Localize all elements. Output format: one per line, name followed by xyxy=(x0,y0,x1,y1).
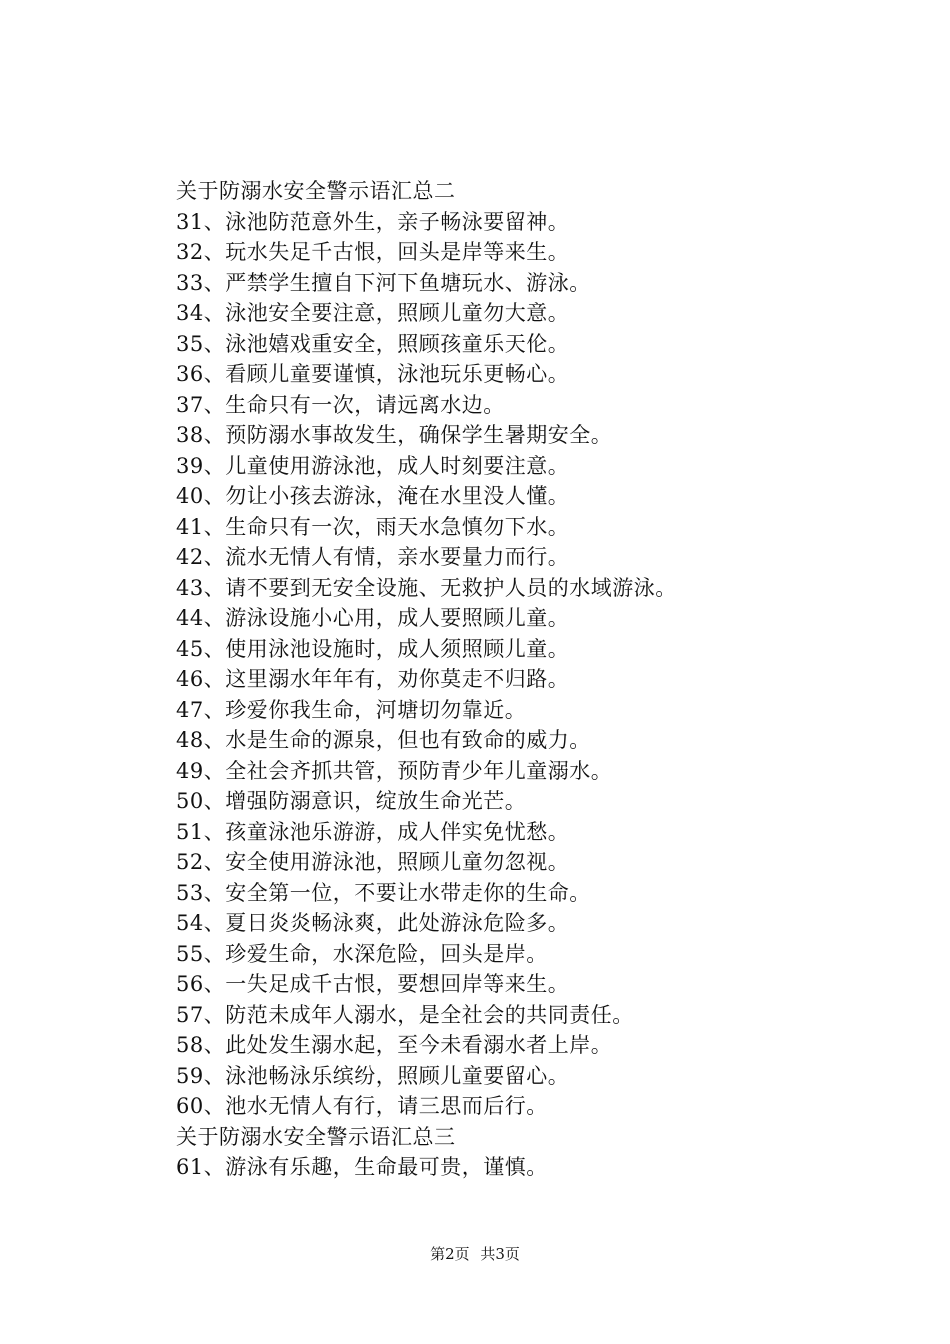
slogan-line: 31、泳池防范意外生，亲子畅泳要留神。 xyxy=(176,209,570,234)
slogan-line: 55、珍爱生命，水深危险，回头是岸。 xyxy=(176,941,548,966)
slogan-line: 43、请不要到无安全设施、无救护人员的水域游泳。 xyxy=(176,575,677,600)
slogan-line: 38、预防溺水事故发生，确保学生暑期安全。 xyxy=(176,423,613,447)
section-heading: 关于防溺水安全警示语汇总二 xyxy=(176,179,456,203)
slogan-line: 48、水是生命的源泉，但也有致命的威力。 xyxy=(176,728,591,752)
slogan-line: 32、玩水失足千古恨，回头是岸等来生。 xyxy=(176,240,570,264)
slogan-line: 35、泳池嬉戏重安全，照顾孩童乐天伦。 xyxy=(176,331,570,356)
slogan-line: 36、看顾儿童要谨慎，泳池玩乐更畅心。 xyxy=(176,362,570,386)
slogan-line: 39、儿童使用游泳池，成人时刻要注意。 xyxy=(176,453,570,478)
slogan-line: 60、池水无情人有行，请三思而后行。 xyxy=(176,1094,548,1118)
slogan-line: 42、流水无情人有情，亲水要量力而行。 xyxy=(176,545,570,569)
slogan-line: 52、安全使用游泳池，照顾儿童勿忽视。 xyxy=(176,850,570,874)
slogan-line: 56、一失足成千古恨，要想回岸等来生。 xyxy=(176,972,570,996)
slogan-line: 33、严禁学生擅自下河下鱼塘玩水、游泳。 xyxy=(176,270,591,295)
slogan-line: 40、勿让小孩去游泳，淹在水里没人懂。 xyxy=(176,484,570,508)
slogan-line: 51、孩童泳池乐游游，成人伴实免忧愁。 xyxy=(176,819,570,844)
slogan-line: 41、生命只有一次，雨天水急慎勿下水。 xyxy=(176,514,570,539)
slogan-line: 44、游泳设施小心用，成人要照顾儿童。 xyxy=(176,606,570,630)
slogan-line: 53、安全第一位，不要让水带走你的生命。 xyxy=(176,880,591,905)
slogan-line: 45、使用泳池设施时，成人须照顾儿童。 xyxy=(176,636,570,661)
page-footer xyxy=(0,1244,950,1264)
page-total: 共3页 xyxy=(480,1245,520,1263)
slogan-line: 34、泳池安全要注意，照顾儿童勿大意。 xyxy=(176,301,570,325)
slogan-line: 47、珍爱你我生命，河塘切勿靠近。 xyxy=(176,697,527,722)
slogan-line: 50、增强防溺意识，绽放生命光芒。 xyxy=(176,789,527,813)
slogan-line: 49、全社会齐抓共管，预防青少年儿童溺水。 xyxy=(176,758,613,783)
slogan-line: 46、这里溺水年年有，劝你莫走不归路。 xyxy=(176,667,570,691)
slogan-line: 58、此处发生溺水起，至今未看溺水者上岸。 xyxy=(176,1033,613,1057)
section-heading: 关于防溺水安全警示语汇总三 xyxy=(176,1124,456,1149)
page-number: 第2页 xyxy=(430,1245,470,1263)
slogan-line: 61、游泳有乐趣，生命最可贵，谨慎。 xyxy=(176,1155,548,1179)
slogan-line: 59、泳池畅泳乐缤纷，照顾儿童要留心。 xyxy=(176,1063,570,1088)
slogan-line: 54、夏日炎炎畅泳爽，此处游泳危险多。 xyxy=(176,911,570,935)
slogan-line: 57、防范未成年人溺水，是全社会的共同责任。 xyxy=(176,1002,634,1027)
document-body xyxy=(176,176,916,1183)
slogan-line: 37、生命只有一次，请远离水边。 xyxy=(176,392,505,417)
